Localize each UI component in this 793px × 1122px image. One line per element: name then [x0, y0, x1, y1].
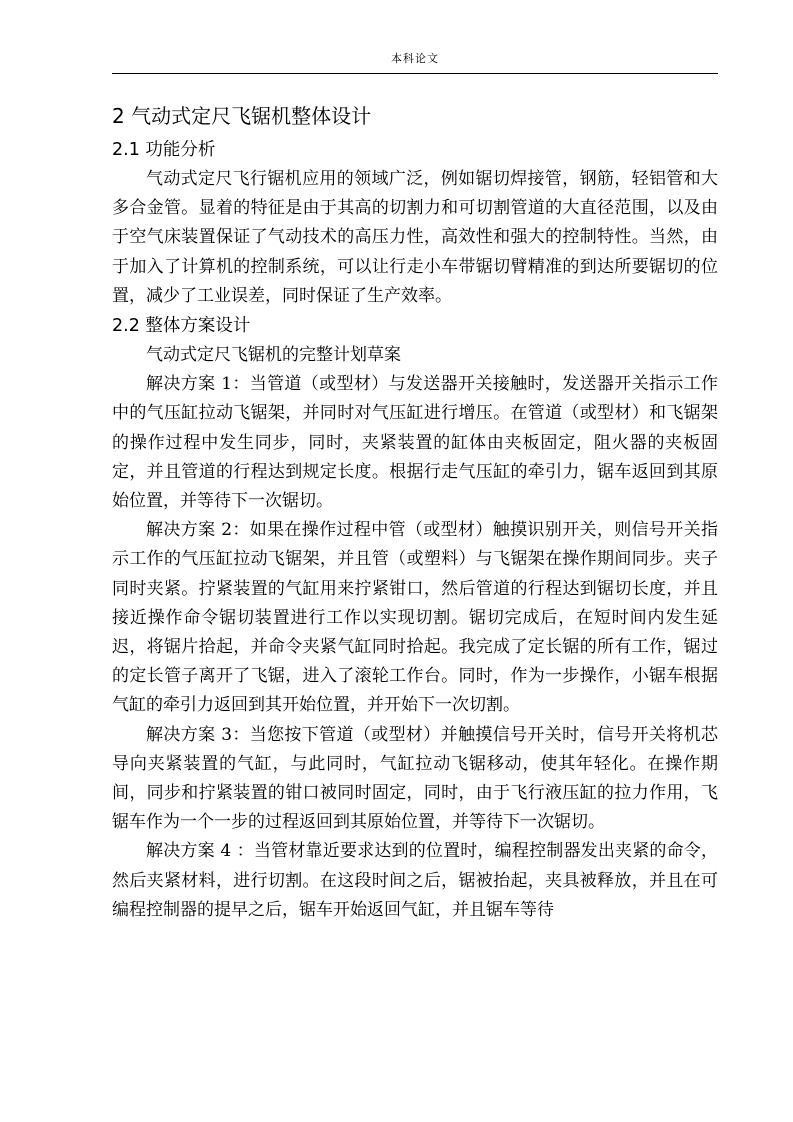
- paragraph-plan-2: 解决方案 2：如果在操作过程中管（或型材）触摸识别开关，则信号开关指示工作的气压缸拉动飞锯架，并且管（或塑料）与飞锯架在操作期间同步。夹子同时夹紧。拧紧装置的气缸用来拧紧钳口，然后管道的行程达到锯切长度，并且接近操作命令锯切装置进行工作以实现切割。锯切完成后，在短时间内发生延迟，将锯片拾起，并命令夹紧气缸同时拾起。我完成了定长锯的所有工作，锯过的定长管子离开了飞锯，进入了滚轮工作台。同时，作为一步操作，小锯车根据气缸的牵引力返回到其开始位置，并开始下一次切割。: [112, 520, 718, 716]
- page-header: 本科论文: [391, 52, 439, 65]
- paragraph-design-intro: 气动式定尺飞锯机的完整计划草案: [146, 345, 401, 366]
- paragraph-function-analysis: 气动式定尺飞行锯机应用的领域广泛，例如锯切焊接管，钢筋，轻铝管和大多合金管。显着的特征是由于其高的切割力和可切割管道的大直径范围，以及由于空气床装置保证了气动技术的高压力性，高效性和强大的控制特性。当然，由于加入了计算机的控制系统，可以让行走小车带锯切臂精准的到达所要锯切的位置，减少了工业误差，同时保证了生产效率。: [112, 169, 718, 306]
- paragraph-plan-1: 解决方案 1：当管道（或型材）与发送器开关接触时，发送器开关指示工作中的气压缸拉动飞锯架，并同时对气压缸进行增压。在管道（或型材）和飞锯架的操作过程中发生同步，同时，夹紧装置的缸体由夹板固定，阻火器的夹板固定，并且管道的行程达到规定长度。根据行走气压缸的牵引力，锯车返回到其原始位置，并等待下一次锯切。: [112, 374, 718, 512]
- page-content: [112, 100, 718, 925]
- paragraph-plan-4: 解决方案 4 ：当管材靠近要求达到的位置时，编程控制器发出夹紧的命令，然后夹紧材料，进行切割。在这段时间之后，锯被抬起，夹具被释放，并且在可编程控制器的提早之后，锯车开始返回气缸，并且锯车等待: [112, 841, 718, 920]
- section-heading-overall-design: 2.2 整体方案设计: [112, 316, 251, 337]
- section-heading-function-analysis: 2.1 功能分析: [112, 140, 216, 160]
- paragraph-plan-3: 解决方案 3：当您按下管道（或型材）并触摸信号开关时，信号开关将机芯导向夹紧装置的气缸，与此同时，气缸拉动飞锯移动，使其年轻化。在操作期间，同步和拧紧装置的钳口被同时固定，同时，由于飞行液压缸的拉力作用，飞锯车作为一个一步的过程返回到其原始位置，并等待下一次锯切。: [112, 724, 718, 833]
- header-rule: [112, 73, 718, 74]
- chapter-heading: 2 气动式定尺飞锯机整体设计: [112, 104, 372, 128]
